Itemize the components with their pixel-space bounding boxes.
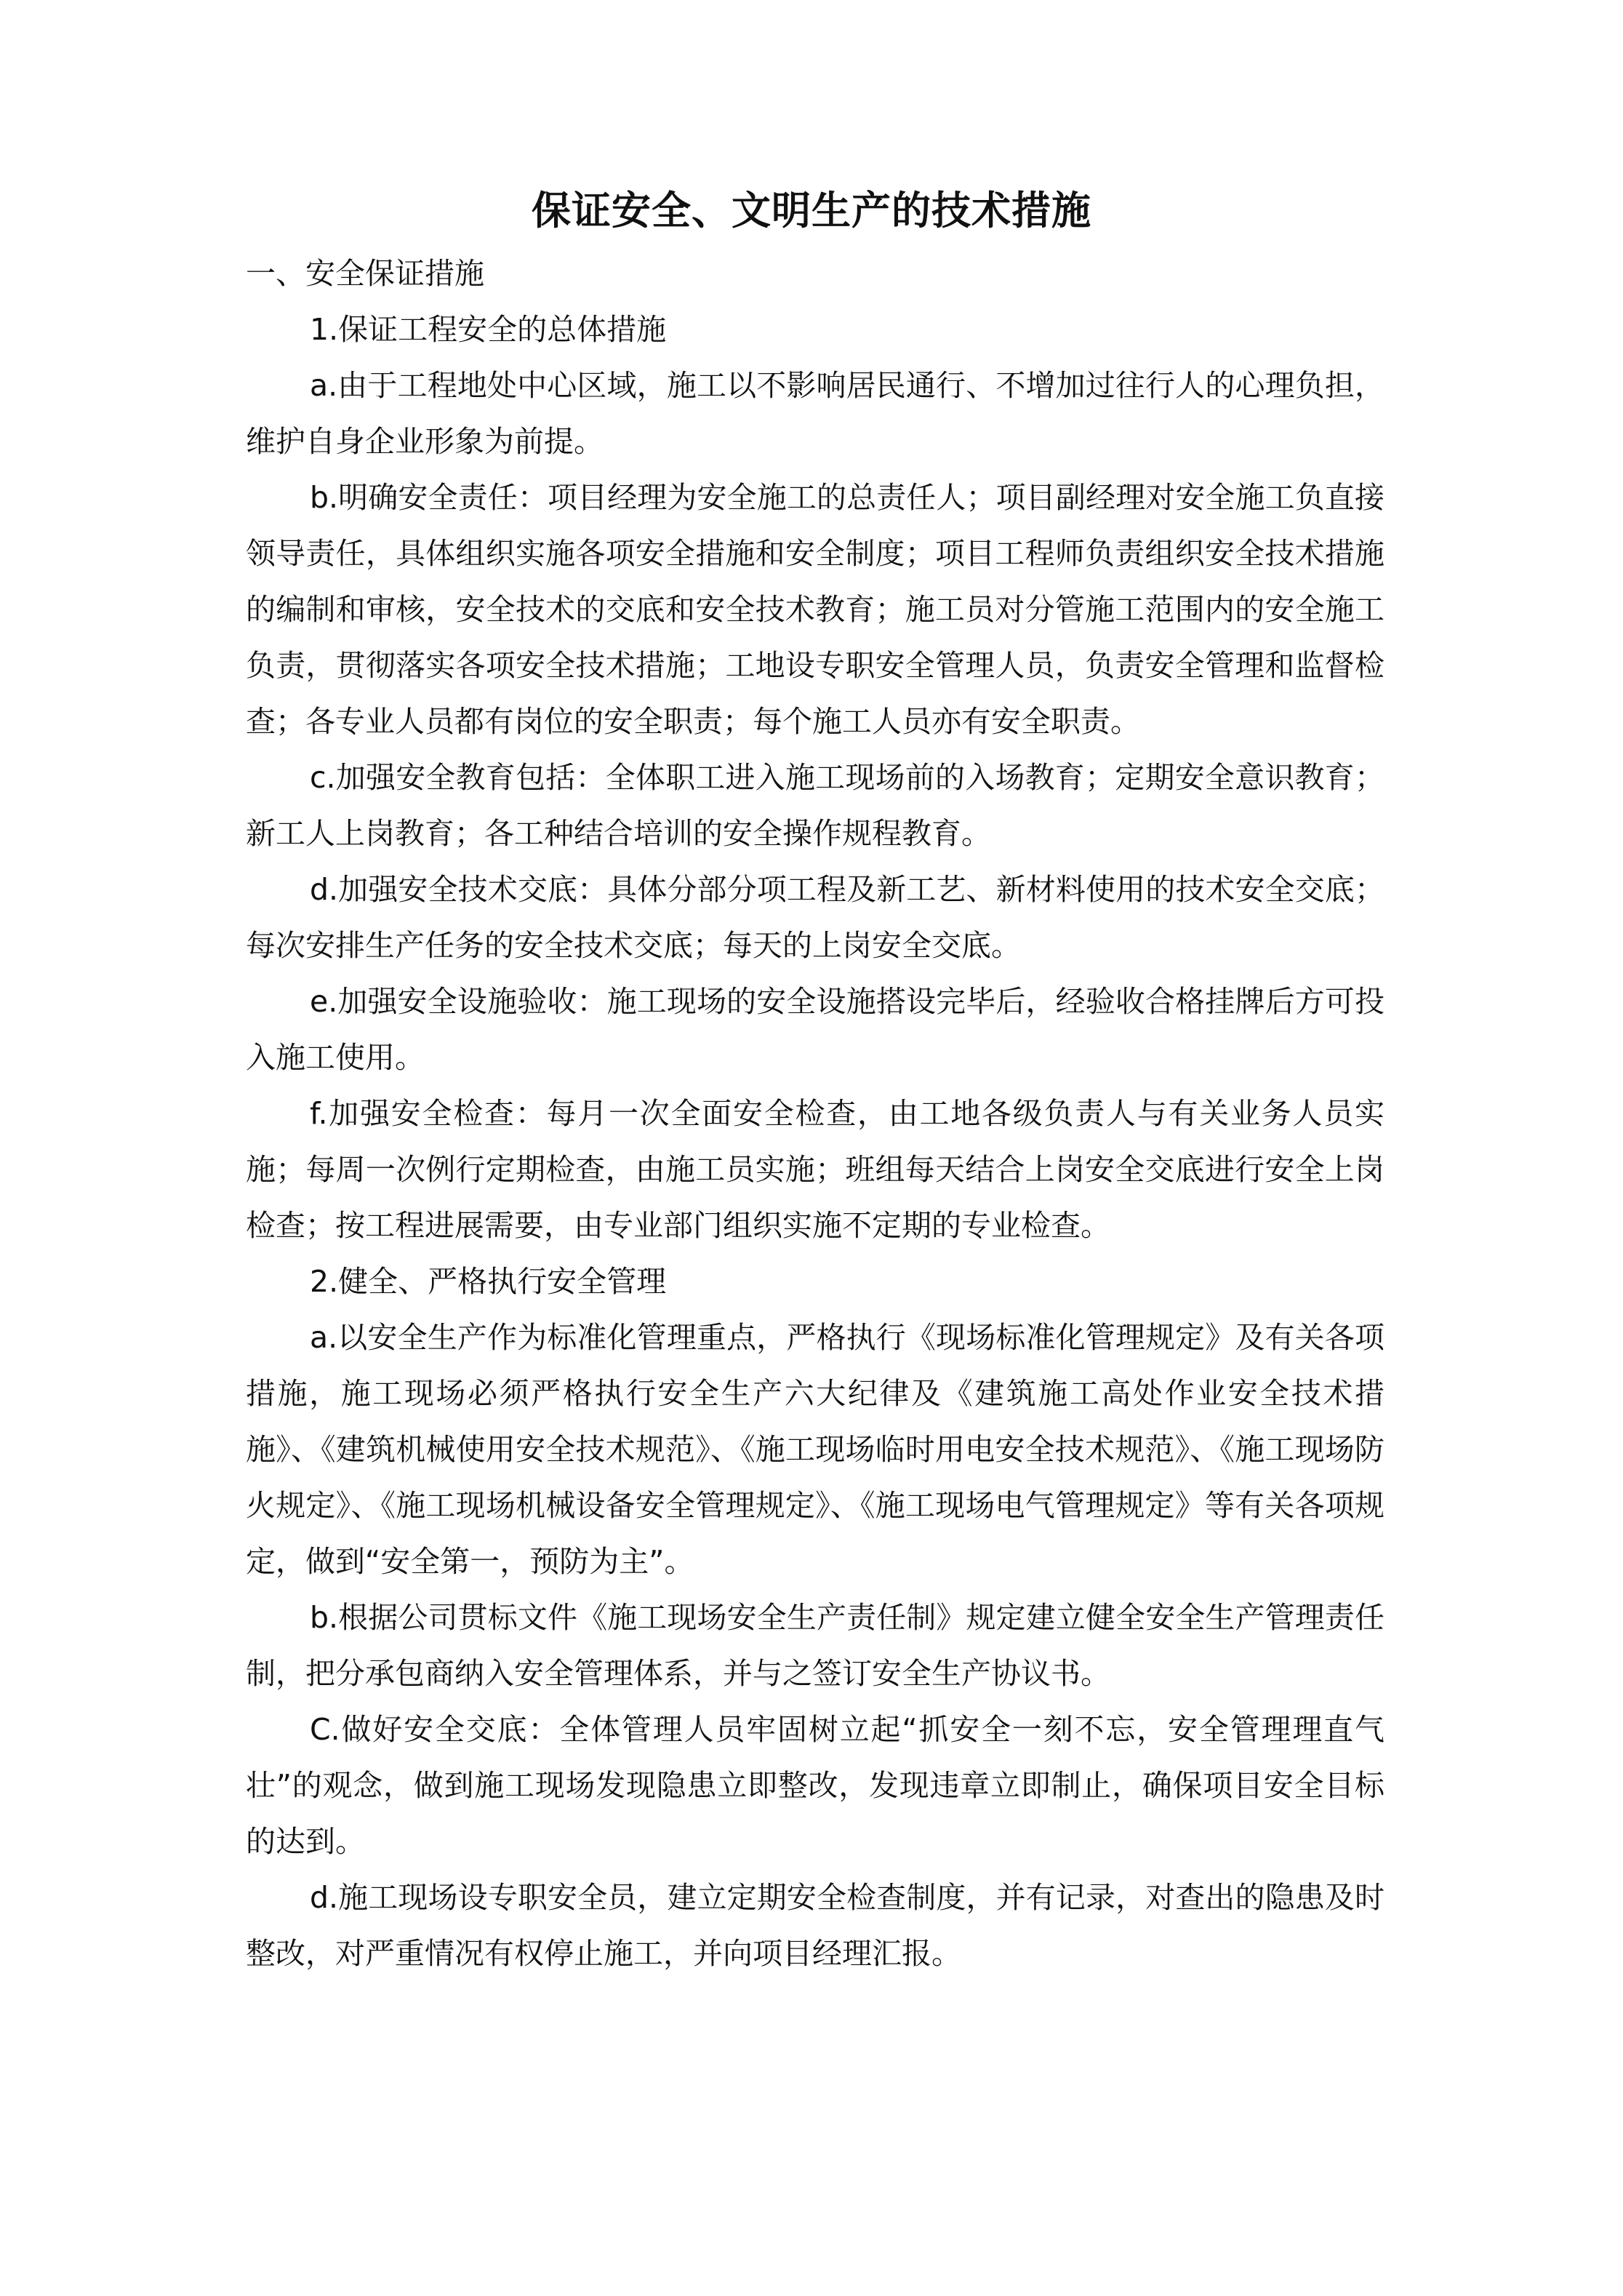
paragraph-2a: a.以安全生产作为标准化管理重点，严格执行《现场标准化管理规定》及有关各项措施，施工现场必须严格执行安全生产六大纪律及《建筑施工高处作业安全技术措施》、《建筑机械使用安全技术规范》、《施工现场临时用电安全技术规范》、《施工现场防火规定》、《施工现场机械设备安全管理规定》、《施工现场电气管理规定》等有关各项规定，做到“安全第一，预防为主”。: [246, 1320, 1384, 1579]
paragraph-2c: C.做好安全交底：全体管理人员牢固树立起“抓安全一刻不忘，安全管理理直气壮”的观念，做到施工现场发现隐患立即整改，发现违章立即制止，确保项目安全目标的达到。: [246, 1712, 1384, 1859]
paragraph-2b: b.根据公司贯标文件《施工现场安全生产责任制》规定建立健全安全生产管理责任制，把分承包商纳入安全管理体系，并与之签订安全生产协议书。: [246, 1600, 1384, 1691]
paragraph-2d: d.施工现场设专职安全员，建立定期安全检查制度，并有记录，对查出的隐患及时整改，对严重情况有权停止施工，并向项目经理汇报。: [246, 1880, 1384, 1971]
paragraph-1e: e.加强安全设施验收：施工现场的安全设施搭设完毕后，经验收合格挂牌后方可投入施工使用。: [246, 984, 1384, 1075]
document-title: 保证安全、文明生产的技术措施: [532, 188, 1091, 233]
subsection-heading-overall-measures: 1.保证工程安全的总体措施: [310, 312, 667, 347]
document-body: [246, 246, 1384, 1982]
paragraph-1c: c.加强安全教育包括：全体职工进入施工现场前的入场教育；定期安全意识教育；新工人上岗教育；各工种结合培训的安全操作规程教育。: [246, 760, 1384, 851]
paragraph-1a: a.由于工程地处中心区域，施工以不影响居民通行、不增加过往行人的心理负担，维护自身企业形象为前提。: [246, 368, 1384, 459]
subsection-heading-safety-management: 2.健全、严格执行安全管理: [310, 1264, 667, 1299]
section-heading-safety: 一、安全保证措施: [246, 256, 484, 291]
paragraph-1f: f.加强安全检查：每月一次全面安全检查，由工地各级负责人与有关业务人员实施；每周一次例行定期检查，由施工员实施；班组每天结合上岗安全交底进行安全上岗检查；按工程进展需要，由专业部门组织实施不定期的专业检查。: [246, 1096, 1384, 1243]
paragraph-1d: d.加强安全技术交底：具体分部分项工程及新工艺、新材料使用的技术安全交底；每次安排生产任务的安全技术交底；每天的上岗安全交底。: [246, 872, 1384, 963]
paragraph-1b: b.明确安全责任：项目经理为安全施工的总责任人；项目副经理对安全施工负直接领导责任，具体组织实施各项安全措施和安全制度；项目工程师负责组织安全技术措施的编制和审核，安全技术的交底和安全技术教育；施工员对分管施工范围内的安全施工负责，贯彻落实各项安全技术措施；工地设专职安全管理人员，负责安全管理和监督检查；各专业人员都有岗位的安全职责；每个施工人员亦有安全职责。: [246, 480, 1384, 739]
